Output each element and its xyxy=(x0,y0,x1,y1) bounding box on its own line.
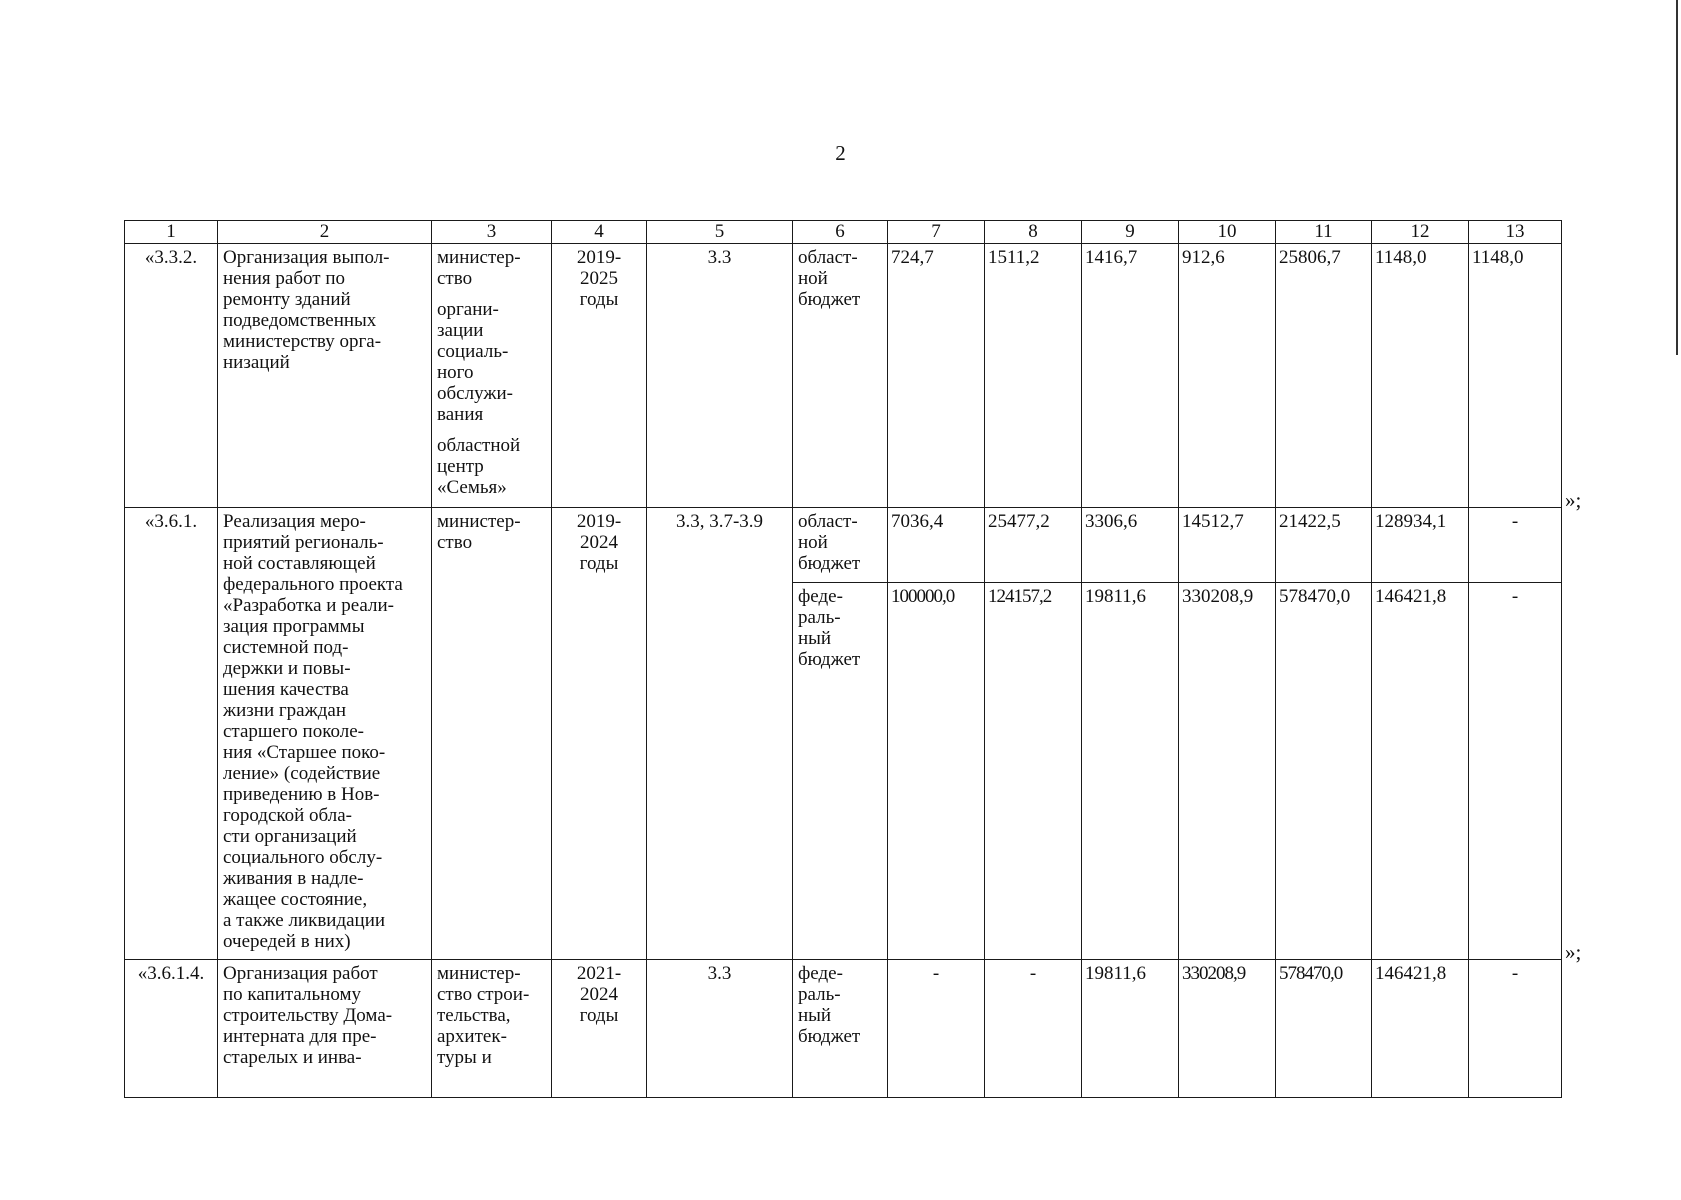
row-closing-mark: »; xyxy=(1565,940,1582,964)
funding-source: феде- раль- ный бюджет xyxy=(793,583,888,960)
period: 2021- 2024 годы xyxy=(552,960,647,1098)
value-cell: 724,7 xyxy=(888,244,985,508)
table-row xyxy=(125,244,1562,508)
table-row xyxy=(125,960,1562,1098)
page-edge-line xyxy=(1676,0,1678,355)
header-cell: 7 xyxy=(888,221,985,244)
value-cell: 25477,2 xyxy=(985,508,1082,583)
executor-cell xyxy=(432,508,552,960)
value-cell: 100000,0 xyxy=(888,583,985,960)
value-cell: 1148,0 xyxy=(1372,244,1469,508)
header-cell: 10 xyxy=(1179,221,1276,244)
header-row xyxy=(125,221,1562,244)
header-cell: 3 xyxy=(432,221,552,244)
header-cell: 5 xyxy=(647,221,793,244)
row-closing-mark: »; xyxy=(1565,488,1582,512)
funding-source: област- ной бюджет xyxy=(793,508,888,583)
value-cell: 128934,1 xyxy=(1372,508,1469,583)
value-cell: 14512,7 xyxy=(1179,508,1276,583)
funding-source: феде- раль- ный бюджет xyxy=(793,960,888,1098)
header-cell: 9 xyxy=(1082,221,1179,244)
value-cell: 330208,9 xyxy=(1179,583,1276,960)
header-cell: 2 xyxy=(218,221,432,244)
indicators: 3.3 xyxy=(647,244,793,508)
header-cell: 6 xyxy=(793,221,888,244)
value-cell: 19811,6 xyxy=(1082,583,1179,960)
measure-number: «3.6.1. xyxy=(125,508,218,960)
value-cell: 146421,8 xyxy=(1372,583,1469,960)
indicators: 3.3, 3.7-3.9 xyxy=(647,508,793,960)
value-cell: 330208,9 xyxy=(1179,960,1276,1098)
value-cell: 1416,7 xyxy=(1082,244,1179,508)
value-cell: 21422,5 xyxy=(1276,508,1372,583)
value-cell: 7036,4 xyxy=(888,508,985,583)
header-cell: 4 xyxy=(552,221,647,244)
page-number: 2 xyxy=(835,141,846,165)
executor-cell xyxy=(432,960,552,1098)
indicators: 3.3 xyxy=(647,960,793,1098)
header-cell: 8 xyxy=(985,221,1082,244)
value-cell: 19811,6 xyxy=(1082,960,1179,1098)
header-cell: 11 xyxy=(1276,221,1372,244)
header-cell: 13 xyxy=(1469,221,1562,244)
period: 2019- 2025 годы xyxy=(552,244,647,508)
executor: министер- ство xyxy=(437,247,521,289)
executor: областной центр «Семья» xyxy=(437,435,521,498)
value-cell: 3306,6 xyxy=(1082,508,1179,583)
executor: министер- ство xyxy=(437,511,521,553)
value-cell: - xyxy=(888,960,985,1098)
value-cell: 1148,0 xyxy=(1469,244,1562,508)
value-cell: 124157,2 xyxy=(985,583,1082,960)
value-cell: 578470,0 xyxy=(1276,960,1372,1098)
value-cell: - xyxy=(1469,583,1562,960)
value-cell: 25806,7 xyxy=(1276,244,1372,508)
funding-source: област- ной бюджет xyxy=(793,244,888,508)
budget-table xyxy=(124,220,1562,1098)
value-cell: - xyxy=(1469,508,1562,583)
header-cell: 1 xyxy=(125,221,218,244)
table-row xyxy=(125,508,1562,583)
executor: органи- зации социаль- ного обслужи- вания xyxy=(437,299,513,425)
value-cell: - xyxy=(1469,960,1562,1098)
measure-name: Реализация меро- приятий региональ- ной составляющей федерального проекта «Разработка и реали- зация программы системной под- держки и повы- шения качества жизни граждан старшего поколе- ния «Старшее поко- ление» (содействие приведению в Нов- городской обла- сти организаций социального обслу- живания в надле- жащее состояние, а также ликвидации очередей в них) xyxy=(218,508,432,960)
period: 2019- 2024 годы xyxy=(552,508,647,960)
value-cell: - xyxy=(985,960,1082,1098)
executor: министер- ство строи- тельства, архитек- туры и xyxy=(437,963,530,1068)
value-cell: 146421,8 xyxy=(1372,960,1469,1098)
measure-name: Организация работ по капитальному строительству Дома- интерната для пре- старелых и инва- xyxy=(218,960,432,1098)
measure-name: Организация выпол- нения работ по ремонту зданий подведомственных министерству орга- низаций xyxy=(218,244,432,508)
value-cell: 1511,2 xyxy=(985,244,1082,508)
value-cell: 912,6 xyxy=(1179,244,1276,508)
measure-number: «3.6.1.4. xyxy=(125,960,218,1098)
executor-cell xyxy=(432,244,552,508)
measure-number: «3.3.2. xyxy=(125,244,218,508)
header-cell: 12 xyxy=(1372,221,1469,244)
value-cell: 578470,0 xyxy=(1276,583,1372,960)
